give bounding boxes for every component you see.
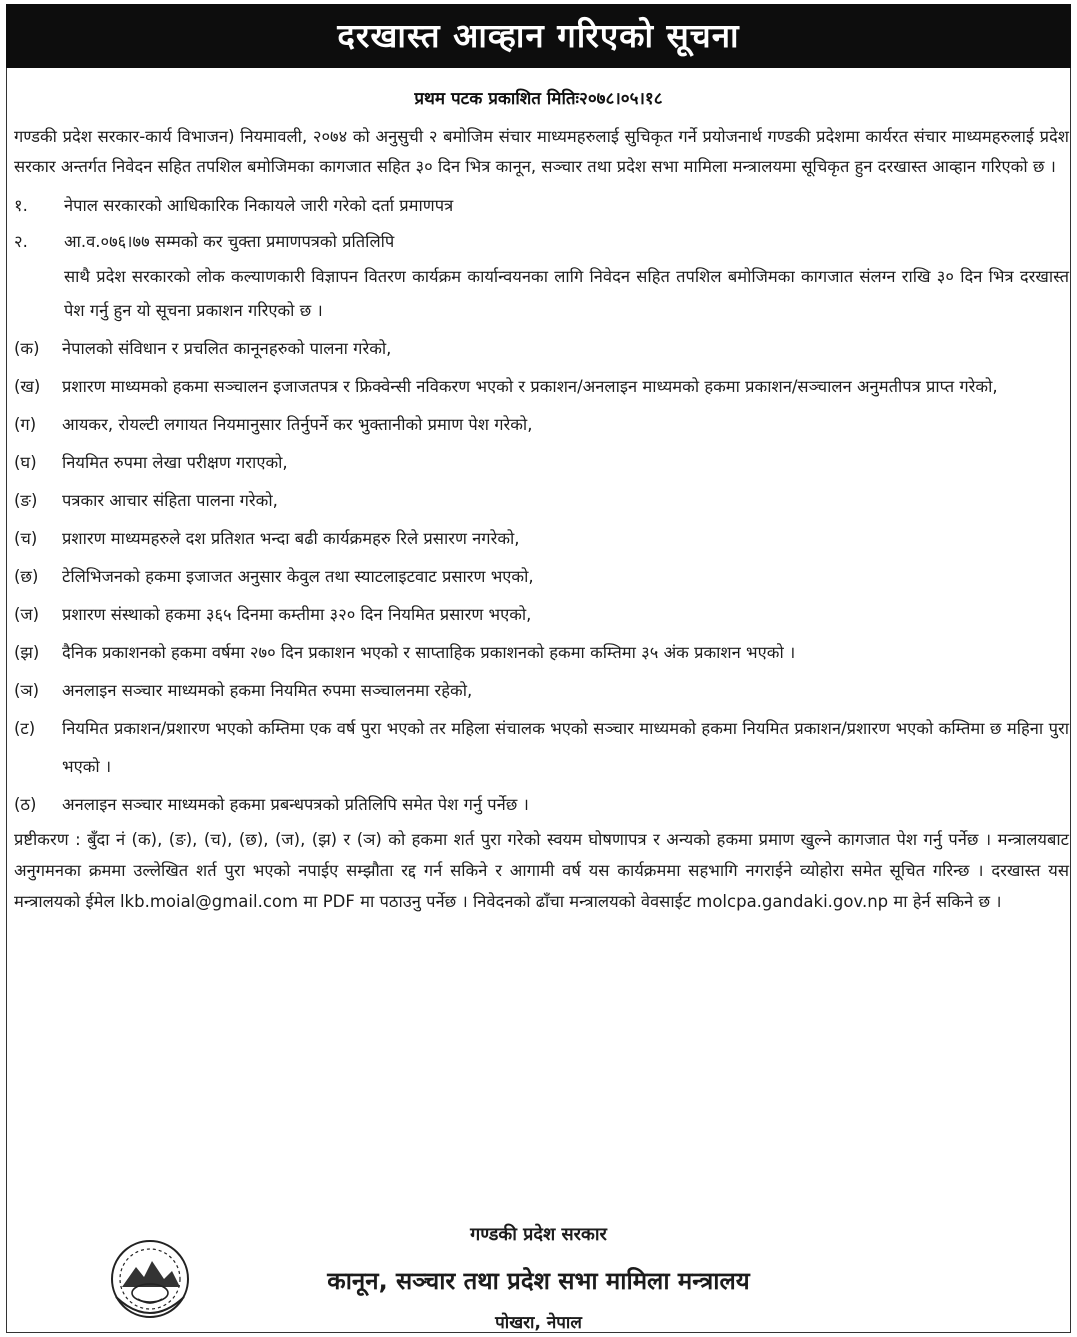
item-marker: (घ) [14,453,37,472]
criteria-item [14,520,1069,558]
item-number: २. [14,232,28,251]
issuer-ministry: कानून, सञ्चार तथा प्रदेश सभा मामिला मन्त्रालय [327,1267,750,1295]
item-text: नेपाल सरकारको आधिकारिक निकायले जारी गरेको दर्ता प्रमाणपत्र [64,196,454,215]
item-text: आ.व.०७६।७७ सम्मको कर चुक्ता प्रमाणपत्रको प्रतिलिपि [64,232,395,251]
item-number: १. [14,196,28,215]
criteria-item [14,330,1069,368]
item-marker: (क) [14,339,40,358]
publish-date: प्रथम पटक प्रकाशित मितिः२०७८।०५।१८ [414,89,663,109]
numbered-list [14,188,1069,260]
item-text: नियमित रुपमा लेखा परीक्षण गराएको, [62,453,288,472]
criteria-item [14,444,1069,482]
criteria-item [14,596,1069,634]
item-text: अनलाइन सञ्चार माध्यमको हकमा प्रबन्धपत्रको प्रतिलिपि समेत पेश गर्नु पर्नेछ । [62,795,529,814]
notice-body [14,122,1069,917]
issuer-government: गण्डकी प्रदेश सरकार [470,1224,607,1245]
criteria-item [14,406,1069,444]
item-text: प्रशारण माध्यमहरुले दश प्रतिशत भन्दा बढी कार्यक्रमहरु रिले प्रसारण नगरेको, [62,529,520,548]
item-marker: (ठ) [14,795,37,814]
criteria-item [14,634,1069,672]
item-marker: (ज) [14,605,40,624]
item-marker: (झ) [14,643,40,662]
criteria-item [14,482,1069,520]
item-text: अनलाइन सञ्चार माध्यमको हकमा नियमित रुपमा सञ्चालनमा रहेको, [62,681,473,700]
numbered-item [14,188,1069,224]
item-text: पत्रकार आचार संहिता पालना गरेको, [62,491,278,510]
criteria-item [14,368,1069,406]
item-marker: (ग) [14,415,37,434]
continuation-paragraph: साथै प्रदेश सरकारको लोक कल्याणकारी विज्ञापन वितरण कार्यक्रम कार्यान्वयनका लागि निवेदन सहित तपशिल बमोजिमका कागजात संलग्न राखि ३० दिन भित्र दरखास्त पेश गर्नु हुन यो सूचना प्रकाशन गरिएको छ । [64,267,1069,320]
criteria-item [14,558,1069,596]
item-marker: (छ) [14,567,39,586]
item-text: दैनिक प्रकाशनको हकमा वर्षमा २७० दिन प्रकाशन भएको र साप्ताहिक प्रकाशनको हकमा कम्तिमा ३५ अंक प्रकाशन भएको । [62,643,796,662]
notice-title: दरखास्त आव्हान गरिएको सूचना [6,4,1071,68]
item-text: प्रशारण माध्यमको हकमा सञ्चालन इजाजतपत्र र फ्रिक्वेन्सी नविकरण भएको र प्रकाशन/अनलाइन माध्यमको हकमा प्रकाशन/सञ्चालन अनुमतीपत्र प्राप्त गरेको, [62,377,998,396]
item-text: प्रशारण संस्थाको हकमा ३६५ दिनमा कम्तीमा ३२० दिन नियमित प्रसारण भएको, [62,605,532,624]
criteria-item [14,672,1069,710]
intro-paragraph: गण्डकी प्रदेश सरकार-कार्य विभाजन) नियमावली, २०७४ को अनुसुची २ बमोजिम संचार माध्यमहरुलाई सुचिकृत गर्ने प्रयोजनार्थ गण्डकी प्रदेशमा कार्यरत संचार माध्यमहरुलाई प्रदेश सरकार अन्तर्गत निवेदन सहित तपशिल बमोजिमका कागजात सहित ३० दिन भित्र कानून, सञ्चार तथा प्रदेश सभा मामिला मन्त्रालयमा सूचिकृत हुन दरखास्त आव्हान गरिएको छ । [14,127,1069,176]
item-marker: (ट) [14,719,36,738]
clarification-paragraph: प्रष्टीकरण : बुँदा नं (क), (ङ), (च), (छ), (ज), (झ) र (ञ) को हकमा शर्त पुरा गरेको स्वयम घोषणापत्र र अन्यको हकमा प्रमाण खुल्ने कागजात पेश गर्नु पर्नेछ । मन्त्रालयबाट अनुगमनका क्रममा उल्लेखित शर्त पुरा भएको नपाईए सम्झौता रद्द गर्न सकिने र आगामी वर्ष यस कार्यक्रममा सहभागि नगराईने व्योहोरा समेत सूचित गरिन्छ । दरखास्त यस मन्त्रालयको ईमेल lkb.moial@gmail.com मा PDF मा पठाउनु पर्नेछ । निवेदनको ढाँचा मन्त्रालयको वेवसाईट molcpa.gandaki.gov.np मा हेर्न सकिने छ । [14,830,1069,911]
item-marker: (ख) [14,377,41,396]
item-text: नेपालको संविधान र प्रचलित कानूनहरुको पालना गरेको, [62,339,392,358]
item-marker: (ञ) [14,681,40,700]
item-marker: (ङ) [14,491,38,510]
item-text: आयकर, रोयल्टी लगायत नियमानुसार तिर्नुपर्ने कर भुक्तानीको प्रमाण पेश गरेको, [62,415,533,434]
item-marker: (च) [14,529,38,548]
numbered-item [14,224,1069,260]
criteria-item [14,710,1069,786]
item-text: टेलिभिजनको हकमा इजाजत अनुसार केवुल तथा स्याटलाइटवाट प्रसारण भएको, [62,567,534,586]
issuer-location: पोखरा, नेपाल [495,1313,582,1333]
item-text: नियमित प्रकाशन/प्रशारण भएको कम्तिमा एक वर्ष पुरा भएको तर महिला संचालक भएको सञ्चार माध्यमको हकमा नियमित प्रकाशन/प्रशारण भएको कम्तिमा छ महिना पुरा भएको । [62,719,1069,776]
criteria-item [14,786,1069,824]
criteria-list [14,330,1069,824]
